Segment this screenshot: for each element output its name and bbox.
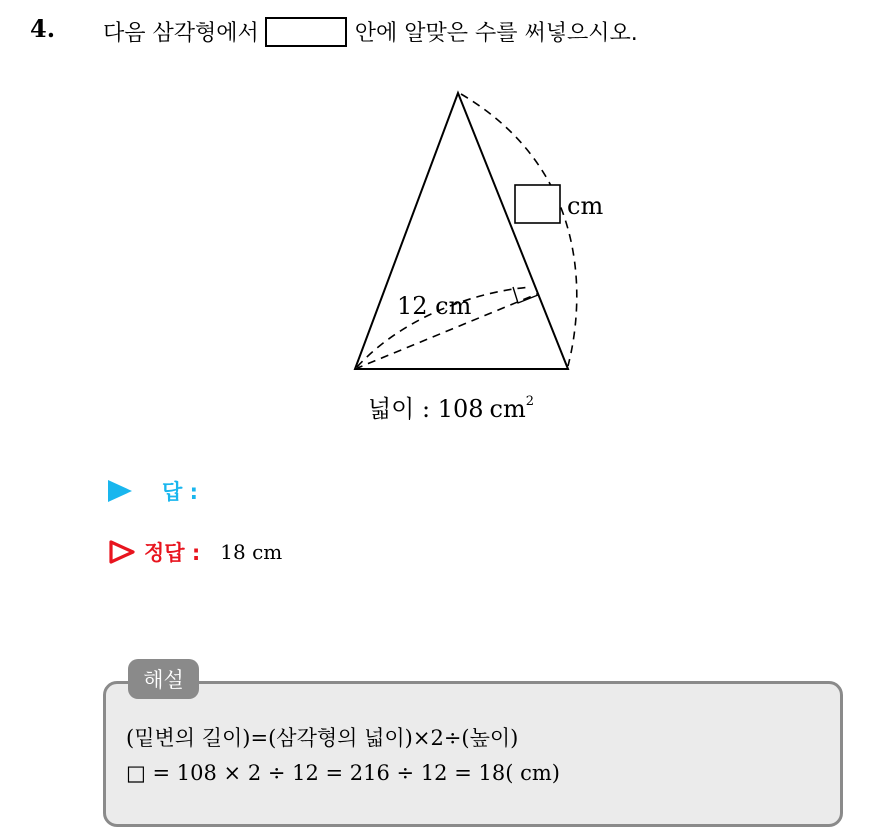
correct-answer-label: 정답 : — [144, 541, 201, 565]
explanation-tab: 해설 — [128, 659, 199, 699]
side-dashed-arc — [461, 94, 577, 366]
answer-marker-icon — [108, 480, 132, 502]
answer-row — [108, 476, 198, 506]
question-text-after: 안에 알맞은 수를 써넣으시오. — [354, 21, 638, 46]
height-label: 12 cm — [397, 292, 472, 320]
correct-answer-row — [108, 537, 282, 567]
explanation-line-2: □ = 108 × 2 ÷ 12 = 216 ÷ 12 = 18( cm) — [126, 761, 560, 785]
question-number: 4. — [30, 14, 56, 43]
triangle — [355, 93, 568, 369]
answer-label: 답 : — [162, 480, 198, 504]
side-unit-label: cm — [567, 192, 604, 220]
correct-answer-value: 18 cm — [220, 540, 283, 564]
correct-marker-icon — [108, 539, 136, 565]
right-angle-marker — [513, 287, 538, 303]
question-text-before: 다음 삼각형에서 — [103, 21, 259, 46]
explanation-line-1: (밑변의 길이)=(삼각형의 넓이)×2÷(높이) — [126, 726, 519, 750]
area-label-prefix: 넓이 : 108 — [368, 395, 484, 423]
figure-answer-box — [515, 185, 560, 223]
explanation-box — [103, 681, 843, 827]
area-exponent: 2 — [525, 394, 535, 409]
area-unit: cm — [489, 395, 526, 423]
area-label — [368, 394, 534, 423]
